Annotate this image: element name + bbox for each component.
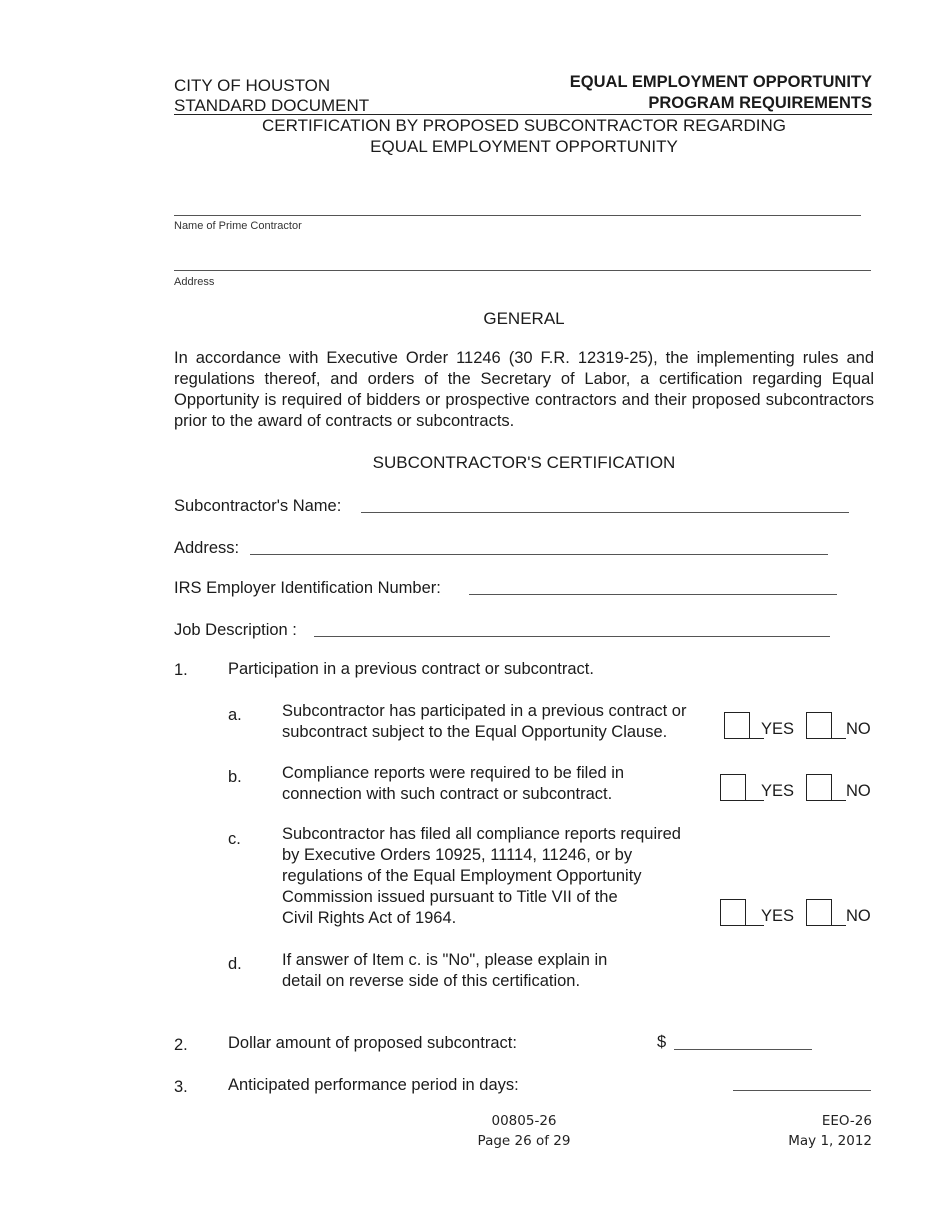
dollar-amount-line[interactable] [674, 1049, 812, 1050]
item-c-no-label: NO [846, 907, 871, 925]
general-heading: GENERAL [483, 309, 565, 328]
item-1-number: 1. [174, 661, 188, 679]
cert-title-2: EQUAL EMPLOYMENT OPPORTUNITY [370, 137, 678, 156]
footer-page: Page 26 of 29 [477, 1133, 571, 1149]
item-a-line-1: Subcontractor has participated in a previous contract or [282, 702, 687, 720]
doc-type: STANDARD DOCUMENT [174, 96, 370, 115]
performance-days-line[interactable] [733, 1090, 871, 1091]
item-d-line-1: If answer of Item c. is "No", please explain in [282, 951, 608, 969]
irs-line[interactable] [469, 594, 837, 595]
address-label: Address [174, 276, 215, 288]
header-title-2: PROGRAM REQUIREMENTS [648, 94, 872, 112]
sub-address-label: Address: [174, 539, 240, 557]
item-2-text: Dollar amount of proposed subcontract: [228, 1034, 517, 1052]
item-3-number: 3. [174, 1078, 188, 1096]
subcontractor-name-label: Subcontractor's Name: [174, 497, 342, 515]
item-d-letter: d. [228, 955, 242, 973]
item-c-no-line [832, 925, 846, 926]
cert-title-1: CERTIFICATION BY PROPOSED SUBCONTRACTOR REGARDING [262, 116, 786, 135]
item-b-yes-label: YES [761, 782, 795, 800]
general-paragraph: In accordance with Executive Order 11246 (30 F.R. 12319-25), the implementing rules and regulations thereof, and orders of the Secretary of Labor, a certification regarding Equal Opportunity is required of bidders or prospective contractors and their proposed subcontractors prior to the award of contracts or subcontracts. [174, 349, 874, 430]
prime-contractor-label: Name of Prime Contractor [174, 220, 302, 232]
item-a-no-line [832, 738, 846, 739]
item-d-line-2: detail on reverse side of this certification. [282, 972, 581, 990]
header-title-1: EQUAL EMPLOYMENT OPPORTUNITY [569, 73, 872, 91]
item-a-yes-label: YES [761, 720, 795, 738]
prime-contractor-line[interactable] [174, 215, 861, 216]
item-c-line-2: by Executive Orders 10925, 11114, 11246, or by [282, 846, 633, 864]
item-a-no-label: NO [846, 720, 871, 738]
footer-doc-number: 00805-26 [491, 1113, 557, 1129]
item-c-line-4: Commission issued pursuant to Title VII of the [282, 888, 618, 906]
item-a-yes-checkbox[interactable] [724, 712, 750, 739]
subcontractor-name-line[interactable] [361, 512, 849, 513]
irs-label: IRS Employer Identification Number: [174, 579, 441, 597]
footer-form-id: EEO-26 [821, 1113, 872, 1129]
org-name: CITY OF HOUSTON [174, 76, 331, 95]
job-description-label: Job Description : [174, 621, 297, 639]
item-c-yes-line [746, 925, 764, 926]
dollar-sign: $ [657, 1033, 667, 1051]
item-b-line-2: connection with such contract or subcontract. [282, 785, 613, 803]
item-b-no-checkbox[interactable] [806, 774, 832, 801]
item-2-number: 2. [174, 1036, 188, 1054]
item-b-no-line [832, 800, 846, 801]
item-a-line-2: subcontract subject to the Equal Opportunity Clause. [282, 723, 668, 741]
item-b-yes-line [746, 800, 764, 801]
address-line[interactable] [174, 270, 871, 271]
item-c-line-5: Civil Rights Act of 1964. [282, 909, 457, 927]
item-b-no-label: NO [846, 782, 871, 800]
item-a-yes-line [750, 738, 764, 739]
item-c-yes-checkbox[interactable] [720, 899, 746, 926]
item-3-text: Anticipated performance period in days: [228, 1076, 519, 1094]
footer-date: May 1, 2012 [788, 1133, 872, 1149]
item-c-yes-label: YES [761, 907, 795, 925]
sub-address-line[interactable] [250, 554, 828, 555]
item-1-text: Participation in a previous contract or subcontract. [228, 660, 594, 678]
item-c-line-3: regulations of the Equal Employment Opportunity [282, 867, 642, 885]
item-a-letter: a. [228, 706, 242, 724]
certification-heading: SUBCONTRACTOR'S CERTIFICATION [372, 453, 676, 472]
item-c-line-1: Subcontractor has filed all compliance reports required [282, 825, 681, 843]
job-description-line[interactable] [314, 636, 830, 637]
item-c-no-checkbox[interactable] [806, 899, 832, 926]
item-b-line-1: Compliance reports were required to be filed in [282, 764, 625, 782]
header-rule [174, 114, 872, 115]
item-b-letter: b. [228, 768, 242, 786]
item-c-letter: c. [228, 830, 241, 848]
item-a-no-checkbox[interactable] [806, 712, 832, 739]
item-b-yes-checkbox[interactable] [720, 774, 746, 801]
